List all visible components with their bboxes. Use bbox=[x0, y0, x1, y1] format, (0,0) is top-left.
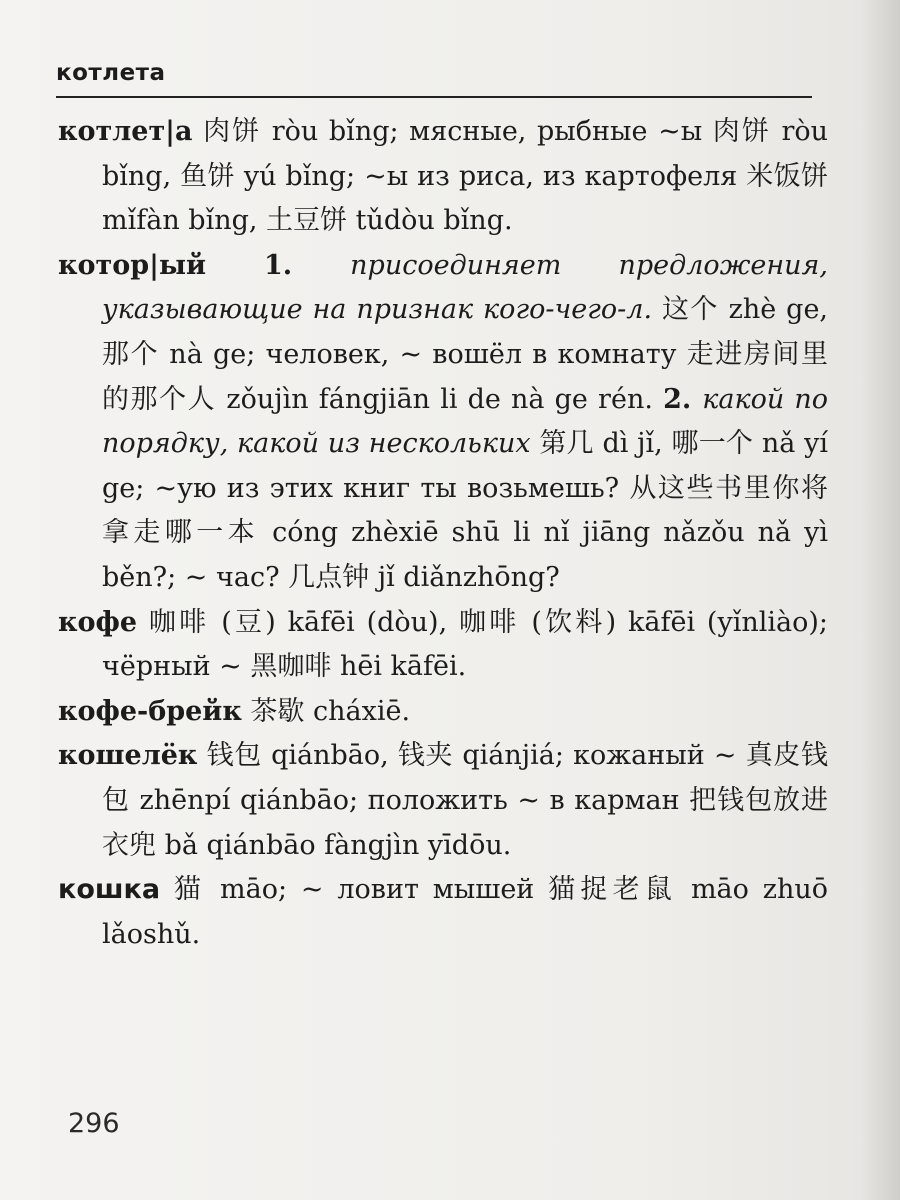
spine-shadow bbox=[860, 0, 900, 1200]
entry-koshka bbox=[58, 868, 828, 957]
headword: котлет|а bbox=[58, 116, 193, 147]
sense-number: 2. bbox=[663, 383, 703, 415]
entry-body: 猫 māo; ~ ловит мышей 猫捉老鼠 māo zhuō lǎoshǔ. bbox=[102, 874, 828, 950]
headword: кошелёк bbox=[58, 740, 198, 772]
entry-body: 第几 dì jǐ, 哪一个 nǎ yí ge; ~ую из этих книг ты возьмешь? 从这些书里你将拿走哪一本 cóng zhèxiē shū li nǐ jiāng nǎzǒu nǎ yì běn?; ~ час? 几点钟 jǐ diǎnzhōng? bbox=[102, 428, 828, 593]
entry-kofe-breik bbox=[58, 690, 828, 735]
sense-gloss: какой по порядку, какой из нескольких bbox=[102, 383, 828, 460]
entry-kotoryi bbox=[58, 244, 828, 601]
page-number: 296 bbox=[68, 1108, 120, 1139]
entry-body: 钱包 qiánbāo, 钱夹 qiánjiá; кожаный ~ 真皮钱包 zhēnpí qiánbāo; положить ~ в карман 把钱包放进衣兜 bǎ qiánbāo fàngjìn yīdōu. bbox=[102, 740, 828, 861]
entry-koshelek bbox=[58, 734, 828, 868]
headword: кофе-брейк bbox=[58, 695, 242, 727]
sense-gloss: присоединяет предложения, указывающие на признак кого-чего-л. bbox=[102, 249, 828, 326]
entry-body: 茶歇 cháxiē. bbox=[241, 695, 411, 727]
headword: кошка bbox=[58, 874, 161, 906]
entry-body: 这个 zhè ge, 那个 nà ge; человек, ~ вошёл в комнату 走进房间里的那个人 zǒujìn fángjiān li de nà ge rén. bbox=[102, 294, 828, 415]
headword: котор|ый bbox=[58, 249, 207, 281]
entry-kofe bbox=[58, 601, 828, 690]
entry-body: 咖啡 (豆) kāfēi (dòu), 咖啡 (饮料) kāfēi (yǐnliào); чёрный ~ 黑咖啡 hēi kāfēi. bbox=[102, 606, 828, 683]
entry-kotleta bbox=[58, 110, 828, 244]
entry-list bbox=[58, 110, 828, 957]
headword: кофе bbox=[58, 606, 138, 638]
running-head: котлета bbox=[56, 60, 166, 86]
header-rule bbox=[56, 96, 812, 98]
sense-number: 1. bbox=[206, 249, 351, 281]
entry-body: 肉饼 ròu bǐng; мясные, рыбные ~ы 肉饼 ròu bǐng, 鱼饼 yú bǐng; ~ы из риса, из картофеля 米饭饼 mǐfàn bǐng, 土豆饼 tǔdòu bǐng. bbox=[102, 116, 828, 237]
